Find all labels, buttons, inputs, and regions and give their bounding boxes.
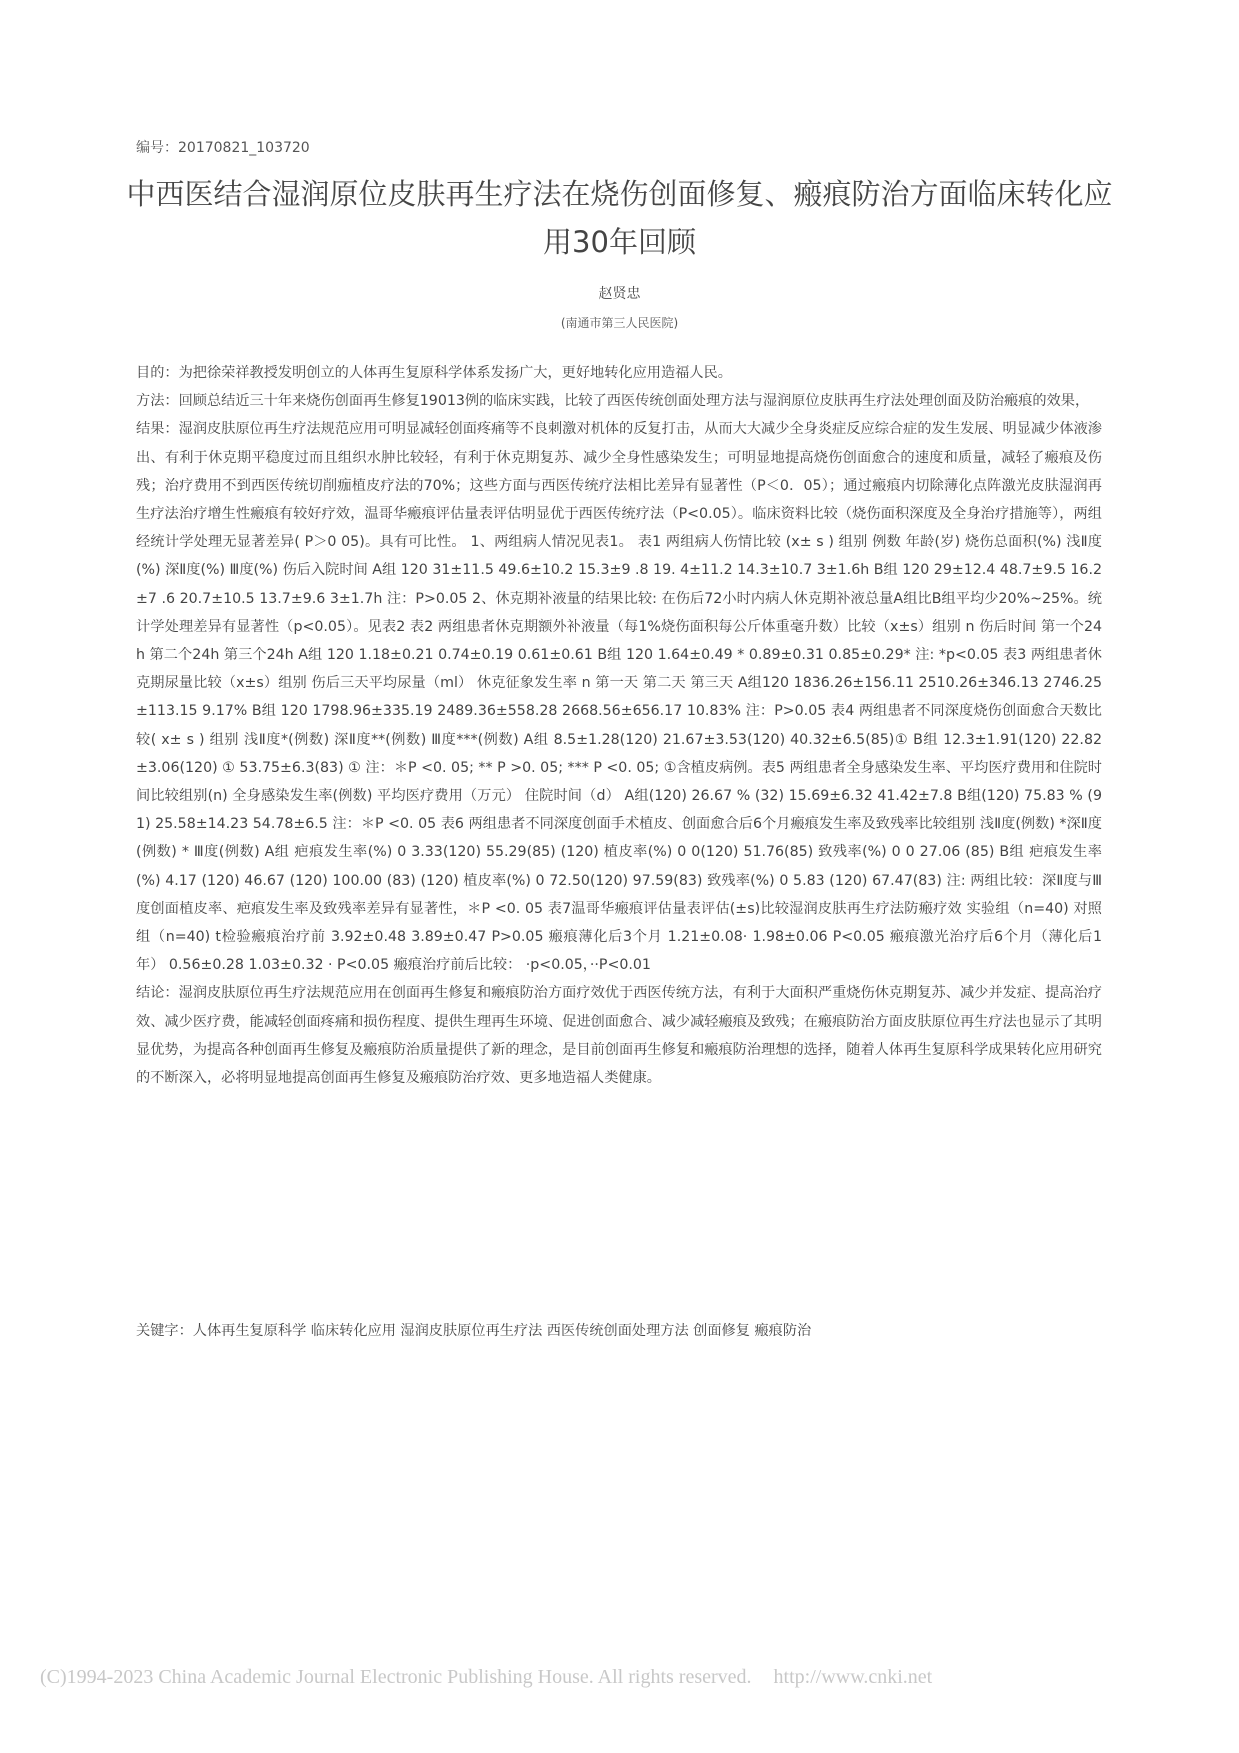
result-text: 湿润皮肤原位再生疗法规范应用可明显减轻创面疼痛等不良刺激对机体的反复打击，从而大大减少全身炎症反应综合症的发生发展、明显减少体液渗出、有利于休克期平稳度过而且组织水肿比较轻，有利于休克期复苏、减少全身性感染发生；可明显地提高烧伤创面愈合的速度和质量，减轻了瘢痕及伤残；治疗费用不到西医传统切削痂植皮疗法的70%；这些方面与西医传统疗法相比差异有显著性（P＜0．05）；通过瘢痕内切除薄化点阵激光皮肤湿润再生疗法治疗增生性瘢痕有较好疗效，温哥华瘢痕评估量表评估明显优于西医传统疗法（P<0.05）。临床资料比较（烧伤面积深度及全身治疗措施等），两组经统计学处理无显著差异( P＞0 05)。具有可比性。 1、两组病人情况见表1。 表1 两组病人伤情比较 (x± s ) 组别 例数 年龄(岁) 烧伤总面积(%) 浅Ⅱ度(%) 深Ⅱ度(%) Ⅲ度(%) 伤后入院时间 A组 120 31±11.5 49.6±10.2 15.3±9 .8 19. 4±11.2 14.3±10.7 3±1.6h B组 120 29±12.4 48.7±9.5 16.2±7 .6 20.7±10.5 13.7±9.6 3±1.7h 注：P>0.05 2、休克期补液量的结果比较: 在伤后72小时内病人休克期补液总量A组比B组平均少20%~25%。统计学处理差异有显著性（p<0.05）。见表2 表2 两组患者休克期额外补液量（每1%烧伤面积每公斤体重毫升数）比较（x±s）组别 n 伤后时间 第一个24h 第二个24h 第三个24h A组 120 1.18±0.21 0.74±0.19 0.61±0.61 B组 120 1.64±0.49 * 0.89±0.31 0.85±0.29* 注: *p<0.05 表3 两组患者休克期尿量比较（x±s）组别 伤后三天平均尿量（ml） 休克征象发生率 n 第一天 第二天 第三天 A组120 1836.26±156.11 2510.26±346.13 2746.25±113.15 9.17% B组 120 1798.96±335.19 2489.36±558.28 2668.56±656.17 10.83% 注：P>0.05 表4 两组患者不同深度烧伤创面愈合天数比较( x± s ) 组别 浅Ⅱ度*(例数) 深Ⅱ度**(例数) Ⅲ度***(例数) A组 8.5±1.28(120) 21.67±3.53(120) 40.32±6.5(85)① B组 12.3±1.91(120) 22.82±3.06(120) ① 53.75±6.3(83) ① 注：＊P <0. 05; ** P >0. 05; *** P <0. 05; ①含植皮病例。表5 两组患者全身感染发生率、平均医疗费用和住院时间比较组别(n) 全身感染发生率(例数) 平均医疗费用（万元） 住院时间（d） A组(120) 26.67 % (32) 15.69±6.32 41.42±7.8 B组(120) 75.83 % (91) 25.58±14.23 54.78±6.5 注：＊P <0. 05 表6 两组患者不同深度创面手术植皮、创面愈合后6个月瘢痕发生率及致残率比较组别 浅Ⅱ度(例数) *深Ⅱ度(例数) * Ⅲ度(例数) A组 疤痕发生率(%) 0 3.33(120) 55.29(85) (120) 植皮率(%) 0 0(120) 51.76(85) 致残率(%) 0 0 27.06 (85) B组 疤痕发生率(%) 4.17 (120) 46.67 (120) 100.00 (83) (120) 植皮率(%) 0 72.50(120) 97.59(83) 致残率(%) 0 5.83 (120) 67.47(83) 注: 两组比较：深Ⅱ度与Ⅲ度创面植皮率、疤痕发生率及致残率差异有显著性，＊P <0. 05 表7温哥华瘢痕评估量表评估(±s)比较湿润皮肤再生疗法防瘢疗效 实验组（n=40) 对照组（n=40) t检验瘢痕治疗前 3.92±0.48 3.89±0.47 P>0.05 瘢痕薄化后3个月 1.21±0.08· 1.98±0.06 P<0.05 瘢痕激光治疗后6个月（薄化后1年） 0.56±0.28 1.03±0.32 · P<0.05 瘢痕治疗前后比较： ·p<0.05，··P<0.01 [136, 421, 1102, 974]
keywords-label: 关键字： [136, 1323, 193, 1339]
copyright-footer [40, 1666, 1200, 1689]
result-paragraph [136, 415, 1102, 979]
footer-url-link[interactable]: http://www.cnki.net [773, 1666, 933, 1688]
copyright-text: (C)1994-2023 China Academic Journal Electronic Publishing House. All rights reserved. [40, 1666, 752, 1688]
abstract [136, 359, 1102, 1092]
objective-text: 为把徐荣祥教授发明创立的人体再生复原科学体系发扬广大，更好地转化应用造福人民。 [178, 365, 732, 381]
paper-title: 中西医结合湿润原位皮肤再生疗法在烧伤创面修复、瘢痕防治方面临床转化应用30年回顾 [126, 177, 1113, 259]
method-text: 回顾总结近三十年来烧伤创面再生修复19013例的临床实践，比较了西医传统创面处理方法与湿润原位皮肤再生疗法处理创面及防治瘢痕的效果， [178, 393, 1090, 410]
conclusion-paragraph [136, 979, 1102, 1092]
objective-label: 目的： [136, 365, 179, 381]
author-name: 赵贤忠 [598, 286, 641, 302]
author-affiliation: (南通市第三人民医院) [560, 316, 679, 330]
conclusion-text: 湿润皮肤原位再生疗法规范应用在创面再生修复和瘢痕防治方面疗效优于西医传统方法，有利于大面积严重烧伤休克期复苏、减少并发症、提高治疗效、减少医疗费，能减轻创面疼痛和损伤程度、提供生理再生环境、促进创面愈合、减少减轻瘢痕及致残；在瘢痕防治方面皮肤原位再生疗法也显示了其明显优势，为提高各种创面再生修复及瘢痕防治质量提供了新的理念，是目前创面再生修复和瘢痕防治理想的选择，随着人体再生复原科学成果转化应用研究的不断深入，必将明显地提高创面再生修复及瘢痕防治疗效、更多地造福人类健康。 [136, 985, 1102, 1087]
method-label: 方法： [136, 393, 179, 410]
method-paragraph [136, 387, 1102, 415]
serial-number: 编号：20170821_103720 [136, 140, 310, 156]
keywords-text: 人体再生复原科学 临床转化应用 湿润皮肤原位再生疗法 西医传统创面处理方法 创面修复 瘢痕防治 [192, 1323, 812, 1339]
conclusion-label: 结论： [136, 985, 179, 1002]
objective-paragraph [136, 359, 1102, 387]
result-label: 结果： [136, 421, 179, 438]
keywords [136, 1317, 1102, 1345]
